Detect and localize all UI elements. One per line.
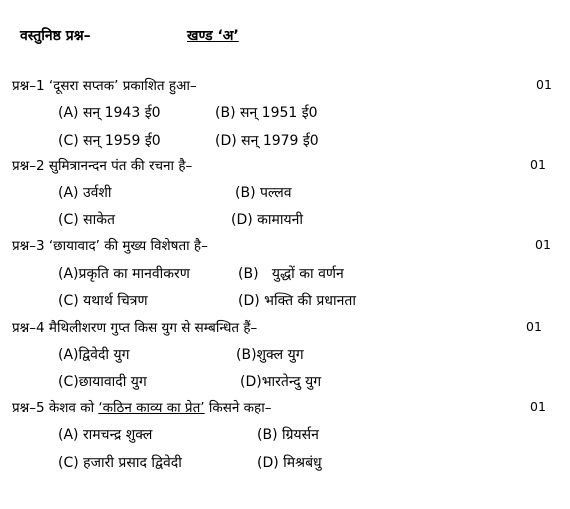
question-label: प्रश्न–2: [12, 158, 45, 174]
option-5b: (B) ग्रियर्सन: [257, 427, 319, 443]
option-1d: (D) सन् 1979 ई0: [215, 133, 319, 149]
section-title: खण्ड ‘अ’: [187, 28, 239, 44]
option-4d: (D)भारतेन्दु युग: [240, 374, 322, 390]
marks-3: 01: [535, 237, 551, 252]
option-4b: (B)शुक्ल युग: [236, 347, 304, 363]
option-2b: (B) पल्लव: [235, 185, 292, 201]
option-4c: (C)छायावादी युग: [58, 374, 147, 390]
option-4a: (A)द्विवेदी युग: [58, 347, 130, 363]
question-4: [12, 318, 257, 336]
question-text: ‘दूसरा सप्तक’ प्रकाशित हुआ–: [48, 78, 197, 94]
page-title: वस्तुनिष्ठ प्रश्न–: [20, 28, 91, 44]
question-text: सुमित्रानन्दन पंत की रचना है–: [48, 158, 193, 174]
question-text-tail: किसने कहा–: [204, 400, 272, 416]
marks-5: 01: [530, 399, 546, 414]
question-3: [12, 236, 208, 254]
question-quote: ‘कठिन काव्य का प्रेत’: [98, 400, 205, 416]
marks-1: 01: [536, 77, 552, 92]
question-label: प्रश्न–1: [12, 78, 45, 94]
marks-2: 01: [530, 157, 546, 172]
option-5d: (D) मिश्रबंधु: [257, 455, 322, 471]
option-3a: (A)प्रकृति का मानवीकरण: [58, 266, 190, 282]
question-5: [12, 398, 271, 416]
option-2d: (D) कामायनी: [231, 212, 304, 228]
marks-4: 01: [526, 319, 542, 334]
option-5c: (C) हजारी प्रसाद द्विवेदी: [58, 455, 182, 471]
option-2a: (A) उर्वशी: [58, 185, 112, 201]
option-3b: (B) युद्धों का वर्णन: [238, 266, 344, 282]
option-3c: (C) यथार्थ चित्रण: [58, 293, 148, 309]
option-5a: (A) रामचन्द्र शुक्ल: [58, 427, 153, 443]
option-3d: (D) भक्ति की प्रधानता: [238, 293, 356, 309]
question-label: प्रश्न–4: [12, 320, 45, 336]
question-text: केशव को: [48, 400, 99, 416]
question-1: [12, 76, 197, 94]
option-2c: (C) साकेत: [58, 212, 115, 228]
question-label: प्रश्न–5: [12, 400, 45, 416]
option-1c: (C) सन् 1959 ई0: [58, 133, 161, 149]
option-1b: (B) सन् 1951 ई0: [215, 105, 318, 121]
question-2: [12, 156, 192, 174]
question-label: प्रश्न–3: [12, 238, 45, 254]
question-text: ‘छायावाद’ की मुख्य विशेषता है–: [48, 238, 208, 254]
question-text: मैथिलीशरण गुप्त किस युग से सम्बन्धित हैं–: [48, 320, 258, 336]
option-1a: (A) सन् 1943 ई0: [58, 105, 161, 121]
